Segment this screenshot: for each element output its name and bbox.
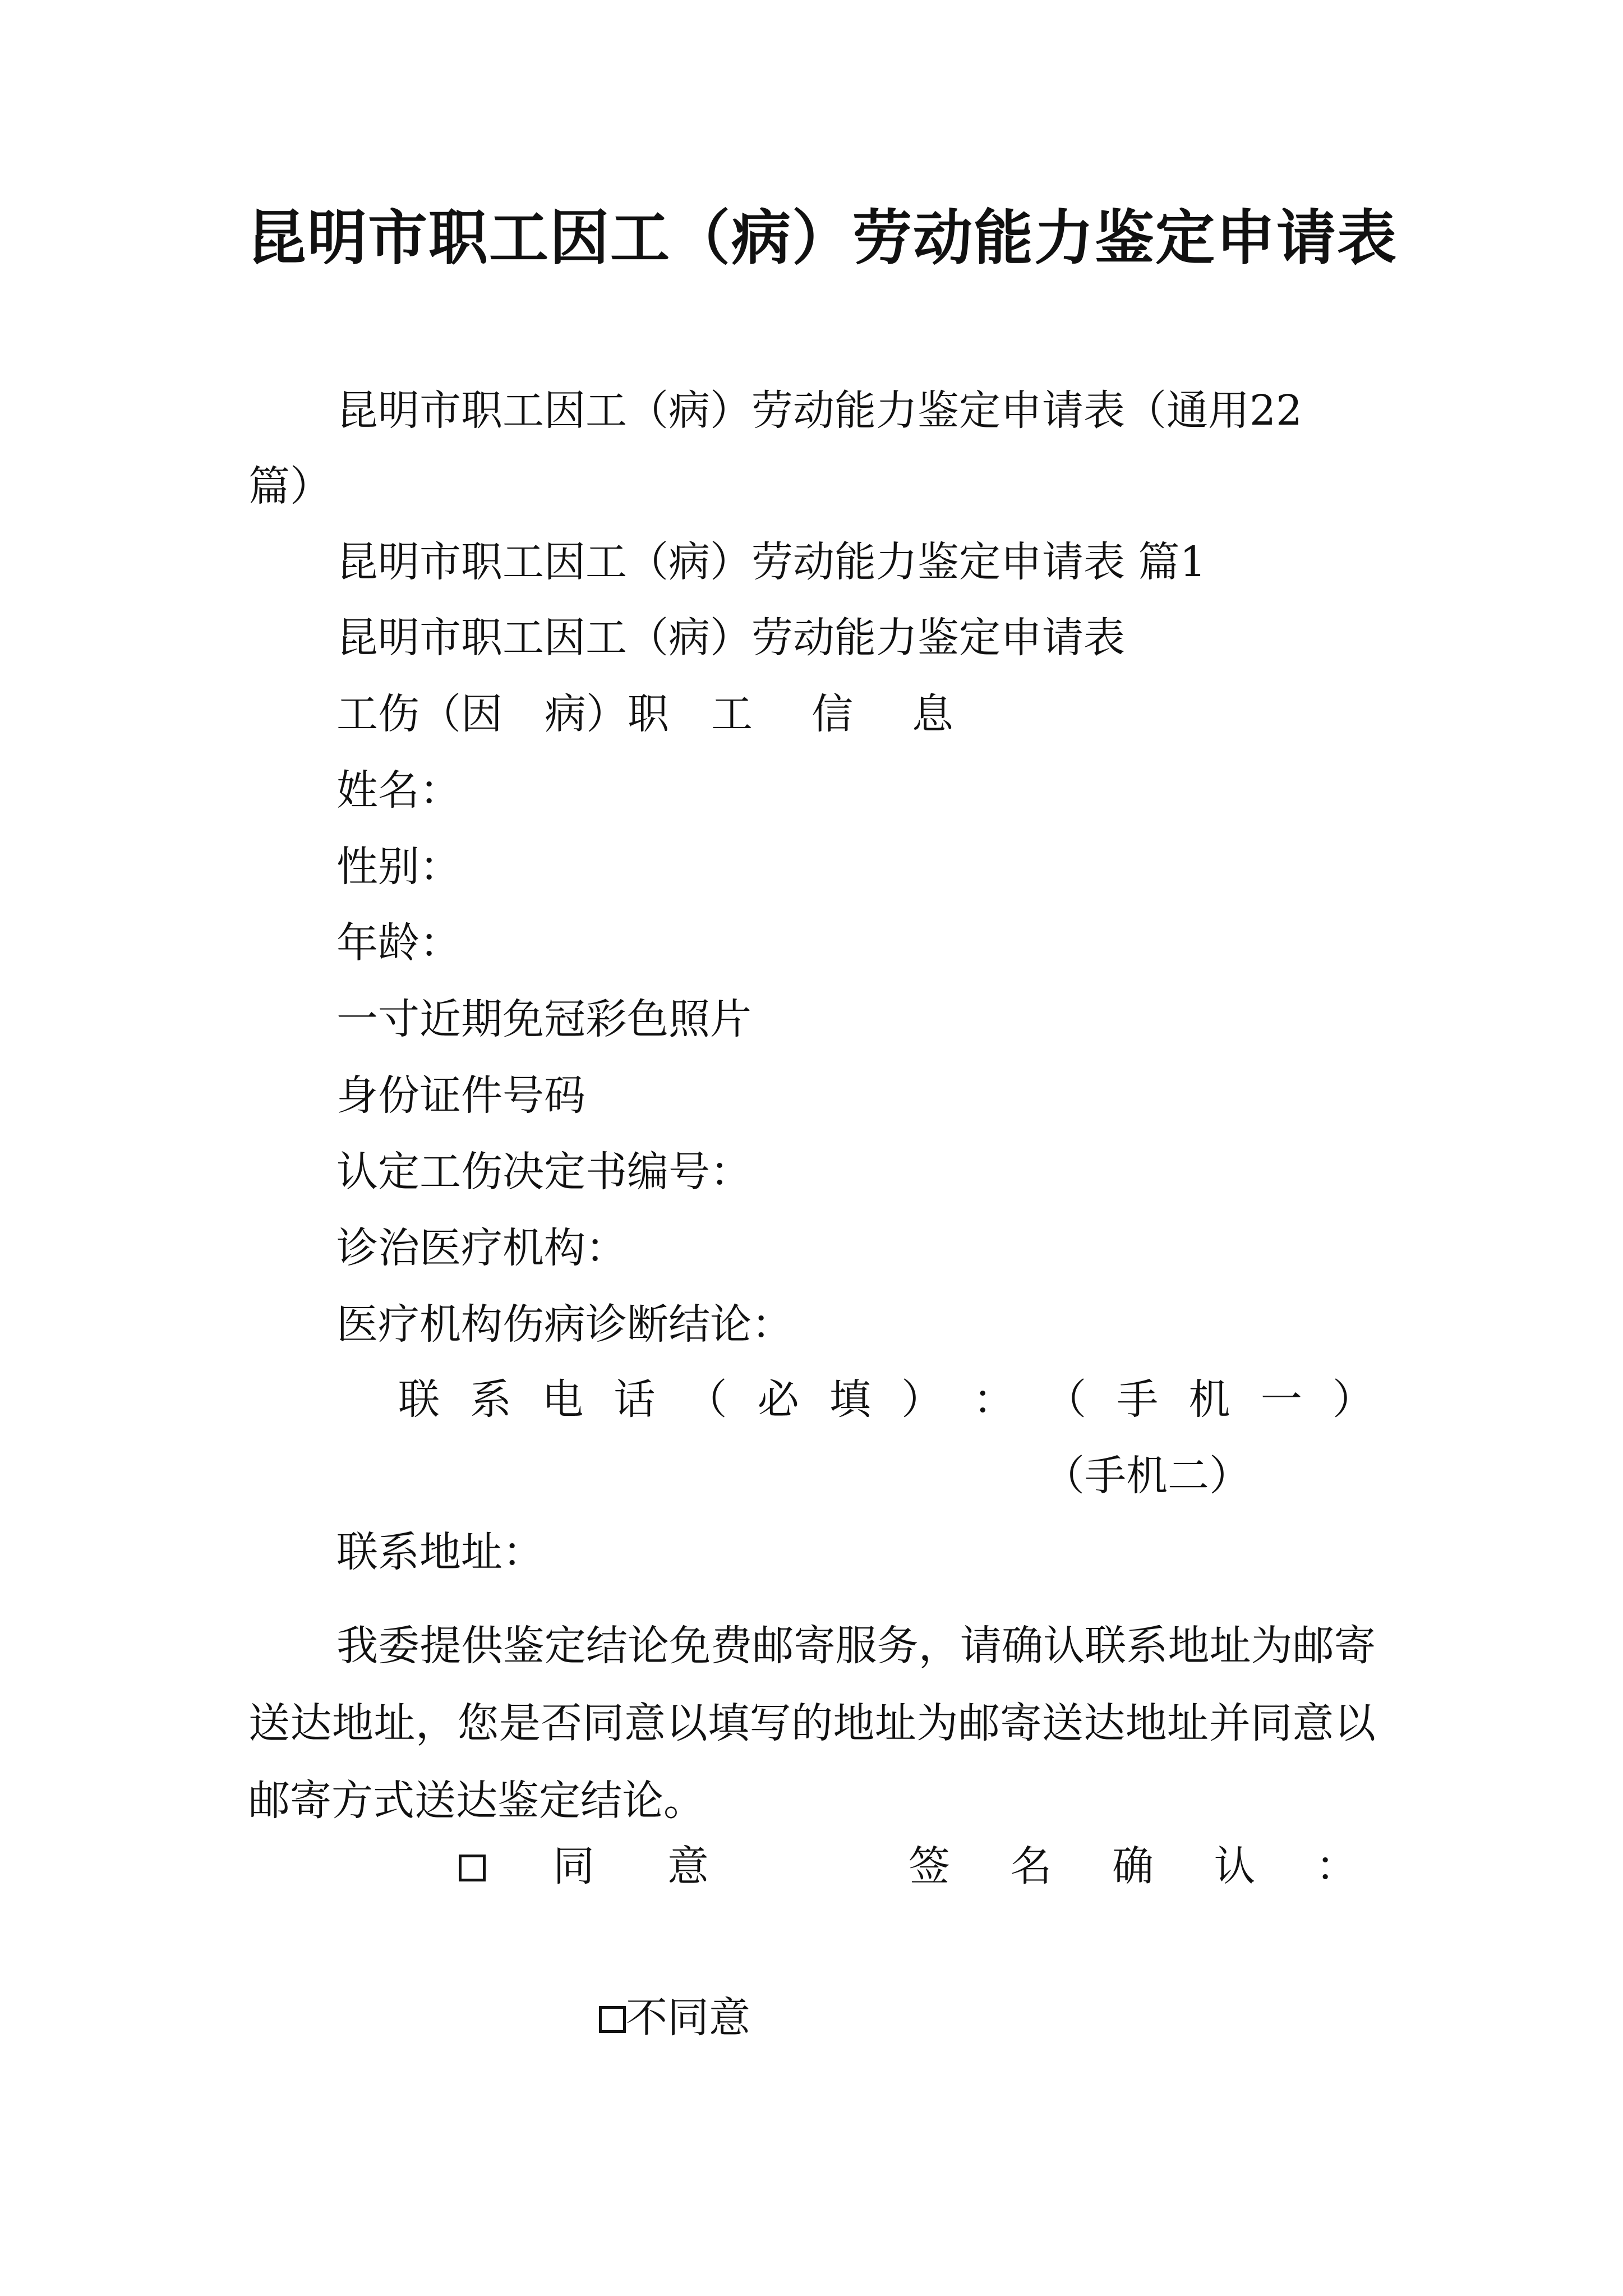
phone-char: 一 <box>1260 1375 1302 1424</box>
signature-confirm-label <box>909 1842 1357 1890</box>
phone-char: 电 <box>542 1375 584 1424</box>
phone-char: 手 <box>1117 1375 1159 1424</box>
mailing-consent-paragraph <box>248 1607 1376 1839</box>
page-title: 昆明市职工因工（病）劳动能力鉴定申请表 <box>247 204 1398 273</box>
decision-number-label: 认定工伤决定书编号： <box>336 1148 751 1196</box>
form-title: 昆明市职工因工（病）劳动能力鉴定申请表 <box>336 614 1125 662</box>
section-part: 病）职 <box>545 690 669 738</box>
phone-char: （ <box>1045 1375 1087 1424</box>
mailing-consent-text: 我委提供鉴定结论免费邮寄服务，请确认联系地址为邮寄送达地址，您是否同意以填写的地址为邮寄送达地址并同意以邮寄方式送达鉴定结论。 <box>248 1622 1376 1825</box>
medical-institution-label: 诊治医疗机构： <box>336 1224 627 1272</box>
phone-char: ） <box>901 1375 943 1424</box>
phone-char: 机 <box>1188 1375 1230 1424</box>
agree-checkbox[interactable] <box>459 1855 486 1881</box>
name-label: 姓名： <box>336 766 461 815</box>
phone-char: ） <box>1332 1375 1374 1424</box>
section-part: 工 <box>711 690 753 738</box>
intro-line-2: 篇） <box>248 462 331 510</box>
photo-label: 一寸近期免冠彩色照片 <box>336 995 751 1043</box>
sign-char: 名 <box>1010 1842 1052 1890</box>
intro-line-1: 昆明市职工因工（病）劳动能力鉴定申请表（通用22 <box>336 386 1303 435</box>
diagnosis-label: 医疗机构伤病诊断结论： <box>336 1300 793 1349</box>
phone-char: 填 <box>829 1375 871 1424</box>
sign-char: 确 <box>1112 1842 1154 1890</box>
age-label: 年龄： <box>336 919 461 967</box>
agree-char: 同 <box>553 1842 594 1890</box>
agree-option[interactable] <box>459 1842 709 1890</box>
phone-2-label: （手机二） <box>1043 1452 1251 1500</box>
gender-label: 性别： <box>336 843 461 891</box>
section-part: 信 <box>811 690 853 738</box>
phone-char: 系 <box>470 1375 512 1424</box>
phone-char: 话 <box>614 1375 656 1424</box>
address-label: 联系地址： <box>336 1528 544 1576</box>
sign-char: 认 <box>1214 1842 1256 1890</box>
phone-label <box>398 1375 1374 1424</box>
section-part: 工伤（因 <box>336 690 502 738</box>
id-number-label: 身份证件号码 <box>336 1071 585 1120</box>
agree-char: 意 <box>667 1842 709 1890</box>
sign-char: ： <box>1316 1842 1357 1890</box>
phone-char: 必 <box>757 1375 799 1424</box>
phone-char: ： <box>973 1375 1015 1424</box>
section-part: 息 <box>912 690 953 738</box>
phone-char: （ <box>685 1375 727 1424</box>
part-heading: 昆明市职工因工（病）劳动能力鉴定申请表 篇1 <box>336 538 1206 586</box>
disagree-label: 不同意 <box>626 1994 750 2042</box>
disagree-checkbox[interactable] <box>599 2006 626 2033</box>
phone-char: 联 <box>398 1375 440 1424</box>
sign-char: 签 <box>909 1842 950 1890</box>
section-heading <box>336 690 953 738</box>
disagree-option[interactable] <box>599 1994 750 2042</box>
